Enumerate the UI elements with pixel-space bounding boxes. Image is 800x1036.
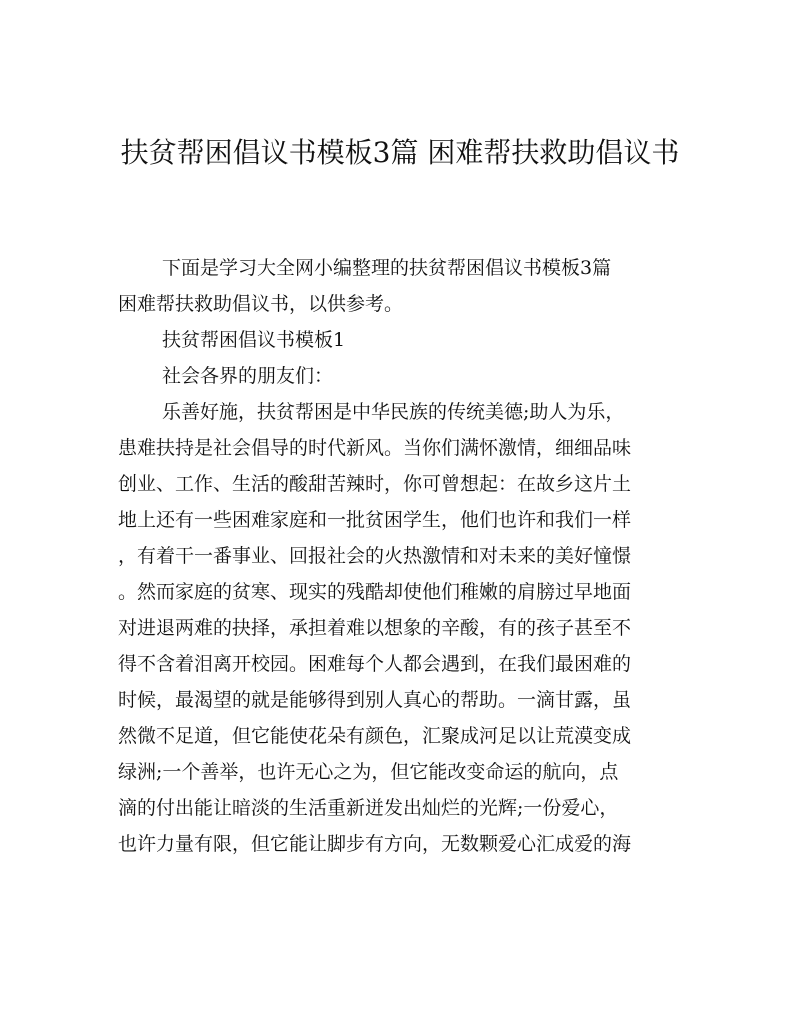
text-line: 时候，最渴望的就是能够得到别人真心的帮助。一滴甘露，虽 [118, 689, 632, 711]
section-heading: 扶贫帮困倡议书模板1 [162, 329, 346, 351]
text-line: 困难帮扶救助倡议书，以供参考。 [118, 293, 404, 315]
text-line: 乐善好施，扶贫帮困是中华民族的传统美德;助人为乐， [162, 401, 625, 423]
intro-paragraph [118, 250, 688, 322]
main-paragraph [118, 394, 688, 862]
document-body [118, 250, 688, 862]
text-line: 创业、工作、生活的酸甜苦辣时，你可曾想起：在故乡这片土 [118, 473, 632, 495]
text-line: 。然而家庭的贫寒、现实的残酷却使他们稚嫩的肩膀过早地面 [118, 581, 632, 603]
text-line: 绿洲;一个善举，也许无心之为，但它能改变命运的航向，点 [118, 761, 619, 783]
text-line: ，有着干一番事业、回报社会的火热激情和对未来的美好憧憬 [118, 545, 632, 567]
text-line: 得不含着泪离开校园。困难每个人都会遇到，在我们最困难的 [118, 653, 632, 675]
salutation: 社会各界的朋友们： [162, 365, 334, 387]
text-line: 患难扶持是社会倡导的时代新风。当你们满怀激情，细细品味 [118, 437, 632, 459]
text-line: 也许力量有限，但它能让脚步有方向，无数颗爱心汇成爱的海 [118, 833, 632, 855]
text-line: 然微不足道，但它能使花朵有颜色，汇聚成河足以让荒漠变成 [118, 725, 632, 747]
text-line: 下面是学习大全网小编整理的扶贫帮困倡议书模板3篇 [162, 257, 612, 279]
salutation-paragraph [118, 358, 688, 394]
text-line: 对进退两难的抉择，承担着难以想象的辛酸，有的孩子甚至不 [118, 617, 632, 639]
text-line: 滴的付出能让暗淡的生活重新迸发出灿烂的光辉;一份爱心， [118, 797, 619, 819]
text-line: 地上还有一些困难家庭和一批贫困学生，他们也许和我们一样 [118, 509, 632, 531]
section-heading-paragraph [118, 322, 688, 358]
document-title: 扶贫帮困倡议书模板3篇 困难帮扶救助倡议书 [120, 136, 680, 169]
